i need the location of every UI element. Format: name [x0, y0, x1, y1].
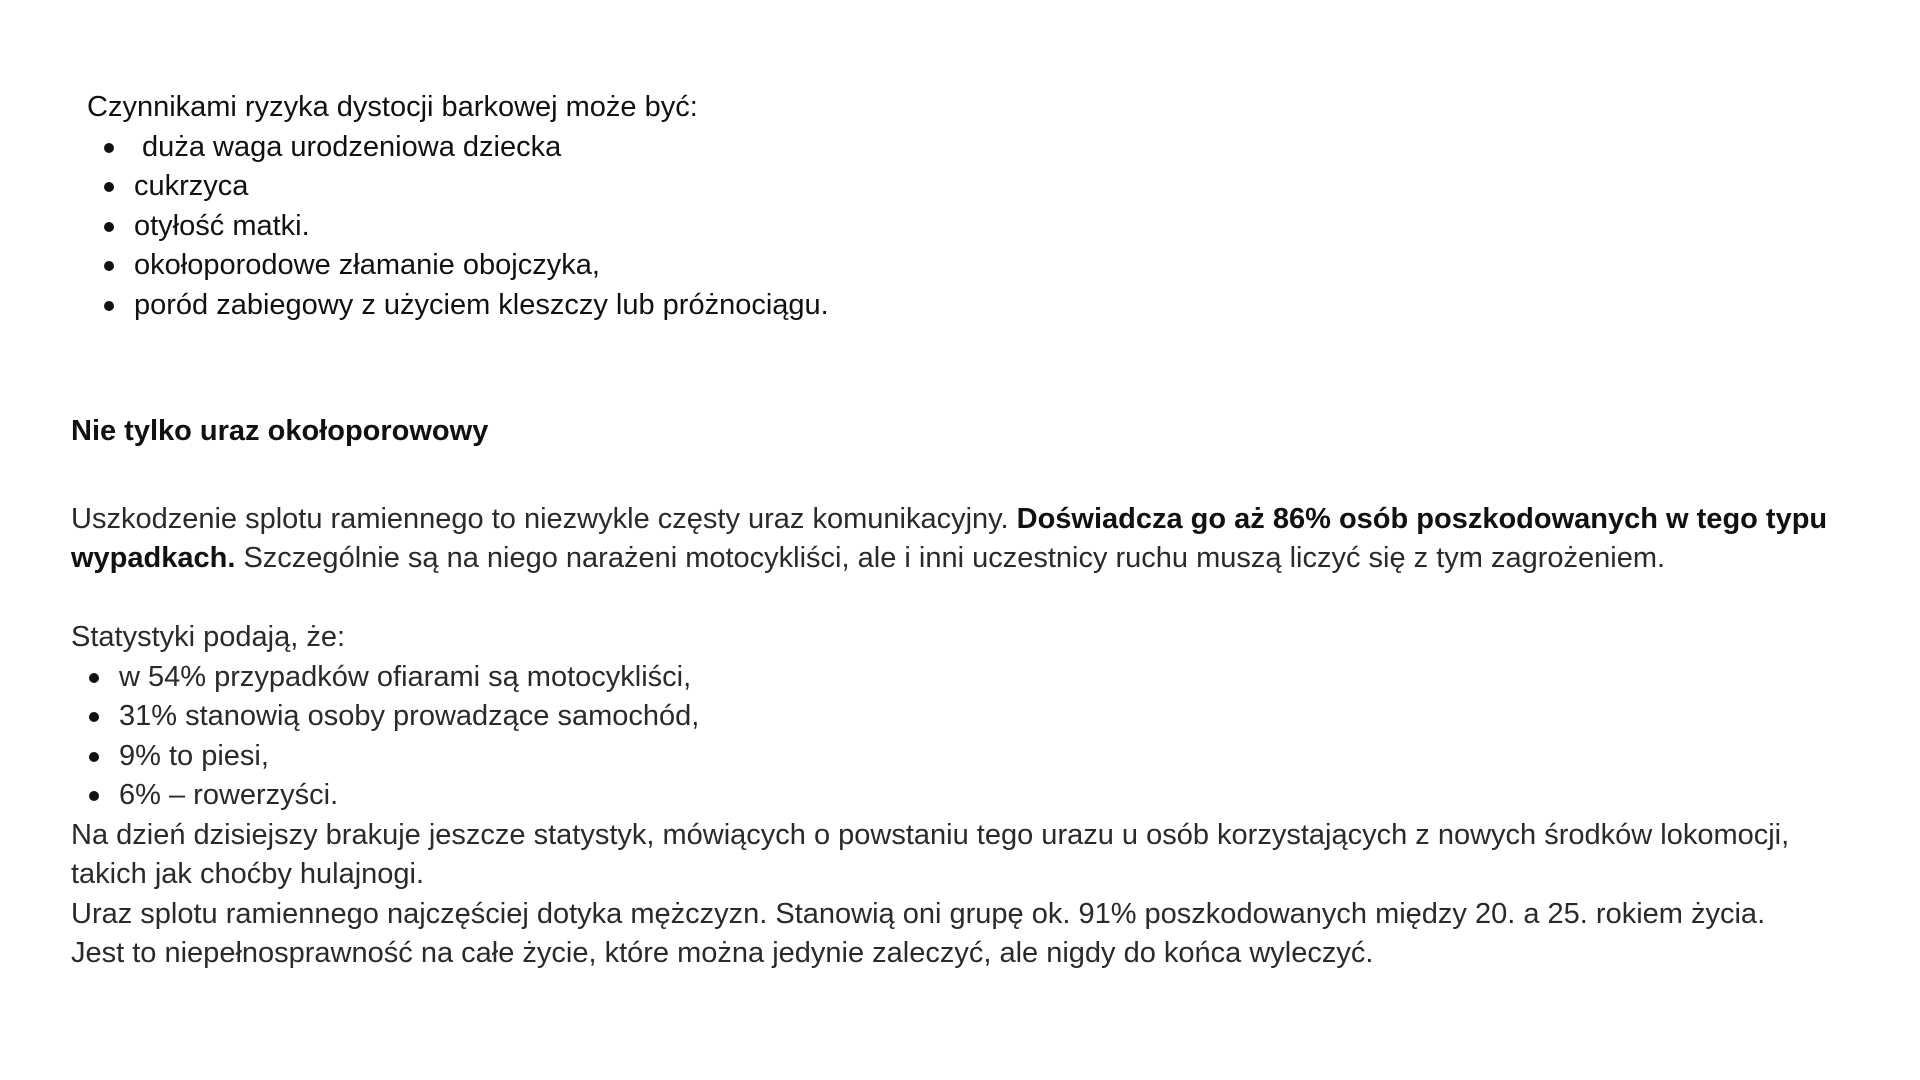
stats-intro: Statystyki podają, że:: [71, 621, 346, 653]
paragraph-new-vehicles: Na dzień dzisiejszy brakuje jeszcze statystyk, mówiących o powstaniu tego urazu u osób korzystających z nowych środków lokomocji, takich jak choćby hulajnogi.: [71, 818, 1790, 890]
paragraph-text: Uszkodzenie splotu ramiennego to niezwykle częsty uraz komunikacyjny.: [71, 502, 1017, 535]
list-item: 6% – rowerzyści.: [119, 776, 1871, 816]
paragraph-men: Uraz splotu ramiennego najczęściej dotyka mężczyzn. Stanowią oni grupę ok. 91% poszkodowanych między 20. a 25. rokiem życia.: [71, 897, 1766, 930]
list-item: cukrzyca: [134, 167, 829, 207]
paragraph-text: Szczególnie są na niego narażeni motocykliści, ale i inni uczestnicy ruchu muszą liczyć się z tym zagrożeniem.: [235, 542, 1666, 574]
list-item: poród zabiegowy z użyciem kleszczy lub próżnociągu.: [134, 286, 829, 326]
list-item: duża waga urodzeniowa dziecka: [134, 128, 829, 168]
traffic-injury-section: [71, 412, 1871, 974]
section-heading: Nie tylko uraz okołoporowowy: [71, 415, 489, 447]
risk-factors-intro: Czynnikami ryzyka dystocji barkowej może być:: [87, 91, 698, 123]
paragraph-disability: Jest to niepełnosprawność na całe życie, które można jedynie zaleczyć, ale nigdy do końca wyleczyć.: [71, 937, 1374, 969]
list-item: otyłość matki.: [134, 207, 829, 247]
stats-list: [71, 658, 1871, 816]
risk-factors-block: [87, 88, 829, 325]
paragraph-bold-text: Doświadcza go aż 86% osób poszkodowanych w tego typu wypadkach.: [71, 502, 1828, 574]
paragraph-intro: [71, 500, 1871, 579]
list-item: okołoporodowe złamanie obojczyka,: [134, 246, 829, 286]
list-item: 31% stanowią osoby prowadzące samochód,: [119, 697, 1871, 737]
risk-factors-list: [87, 128, 829, 326]
list-item: 9% to piesi,: [119, 737, 1871, 777]
list-item: w 54% przypadków ofiarami są motocykliści,: [119, 658, 1871, 698]
